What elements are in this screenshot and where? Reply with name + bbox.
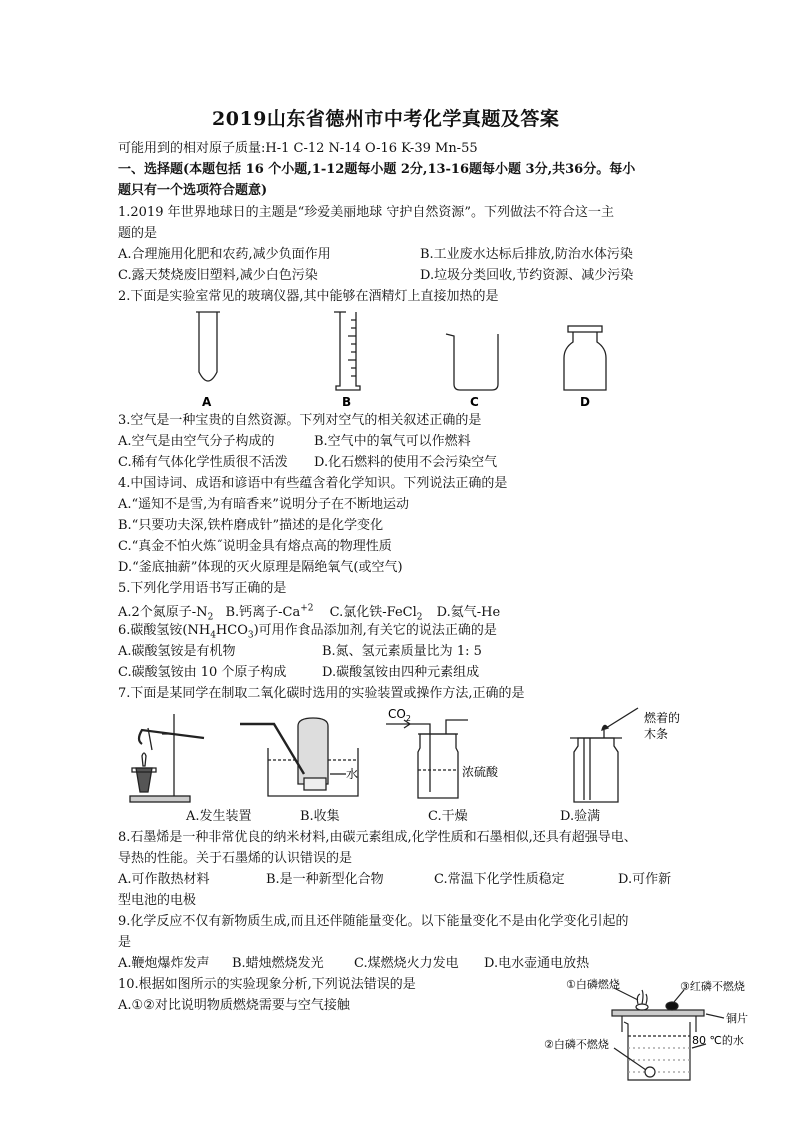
q3-option-a: A.空气是由空气分子构成的: [118, 434, 275, 449]
q9-option-a: A.鞭炮爆炸发声: [118, 956, 210, 971]
section-heading-line2: 题只有一个选项符合题意): [118, 183, 268, 198]
q3-option-c: C.稀有气体化学性质很不活泼: [118, 455, 288, 470]
beaker-icon: [624, 1022, 690, 1080]
q9-option-d: D.电水壶通电放热: [484, 956, 590, 971]
q10-label-water: 80 ℃的水: [692, 1034, 744, 1047]
submerged-phosphorus-icon: [645, 1067, 655, 1077]
q8-stem-line2: 导热的性能。关于石墨烯的认识错误的是: [118, 851, 353, 866]
q7-caption-c: C.干燥: [428, 809, 468, 824]
q10-combustion-figure: [538, 976, 768, 1088]
page-title: 2019山东省德州市中考化学真题及答案: [212, 108, 560, 130]
q2-stem: 2.下面是实验室常见的玻璃仪器,其中能够在酒精灯上直接加热的是: [118, 289, 499, 304]
q9-option-c: C.煤燃烧火力发电: [354, 956, 459, 971]
q9-stem-line1: 9.化学反应不仅有新物质生成,而且还伴随能量变化。以下能量变化不是由化学变化引起的: [118, 914, 629, 929]
q1-option-a: A.合理施用化肥和农药,减少负面作用: [118, 247, 331, 262]
q7-label-wood-2: 木条: [644, 727, 669, 741]
q6-option-b: B.氮、氢元素质量比为 1: 5: [322, 644, 482, 659]
section-heading-line1: 一、选择题(本题包括 16 个小题,1-12题每小题 2分,13-16题每小题 3分,共36分。每小: [118, 162, 636, 177]
q2-label-c: C: [470, 395, 479, 409]
q4-option-a: A.“遥知不是雪,为有暗香来”说明分子在不断地运动: [118, 497, 409, 512]
q3-stem: 3.空气是一种宝贵的自然资源。下列对空气的相关叙述正确的是: [118, 413, 482, 428]
q7-caption-d: D.验满: [560, 809, 601, 824]
q6-option-c: C.碳酸氢铵由 10 个原子构成: [118, 665, 287, 680]
q10-label-3: ③红磷不燃烧: [680, 980, 745, 993]
q2-label-b: B: [342, 395, 352, 409]
q4-stem: 4.中国诗词、成语和谚语中有些蕴含着化学知识。下列说法正确的是: [118, 476, 508, 491]
generation-apparatus-icon: [130, 714, 204, 802]
q1-option-d: D.垃圾分类回收,节约资源、减少污染: [420, 268, 634, 283]
q7-label-acid: 浓硫酸: [462, 765, 499, 779]
q10-label-2: ②白磷不燃烧: [544, 1038, 609, 1051]
q7-label-wood-1: 燃着的: [644, 711, 681, 725]
q4-option-d: D.“釜底抽薪”体现的灭火原理是隔绝氧气(或空气): [118, 560, 403, 575]
q2-glassware-figure: [180, 306, 620, 410]
q7-label-co2: $CO_2$: [388, 707, 411, 723]
q4-option-b: B.“只要功夫深,铁杵磨成针”描述的是化学变化: [118, 518, 384, 533]
q5-stem: 5.下列化学用语书写正确的是: [118, 581, 287, 596]
red-phosphorus-icon: [666, 1002, 678, 1010]
q10-option-a: A.①②对比说明物质燃烧需要与空气接触: [118, 998, 350, 1013]
q3-option-b: B.空气中的氧气可以作燃料: [314, 434, 471, 449]
collection-trough-icon: [240, 718, 358, 796]
q7-label-water: 水: [346, 767, 359, 781]
q8-option-a: A.可作散热材料: [118, 872, 210, 887]
test-tube-icon: [196, 312, 220, 381]
q5-option-c: C.氯化铁-FeCl$_2$: [329, 605, 423, 623]
q7-caption-a: A.发生装置: [186, 809, 252, 824]
beaker-icon: [446, 334, 498, 390]
atomic-mass-line: 可能用到的相对原子质量:H-1 C-12 N-14 O-16 K-39 Mn-55: [118, 141, 478, 156]
q8-stem-line1: 8.石墨烯是一种非常优良的纳米材料,由碳元素组成,化学性质和石墨相似,还具有超强导电、: [118, 830, 637, 845]
q8-option-c: C.常温下化学性质稳定: [434, 872, 565, 887]
q8-option-d-cont: 型电池的电极: [118, 893, 197, 908]
reagent-bottle-icon: [564, 326, 606, 390]
q9-stem-line2: 是: [118, 935, 132, 950]
white-phosphorus-icon: [636, 1004, 648, 1010]
q8-option-d: D.可作新: [618, 872, 672, 887]
q7-apparatus-figure: [118, 704, 688, 808]
drying-bottle-icon: [386, 720, 468, 798]
q5-option-b: B.钙离子$-Ca^{+2}$: [225, 604, 314, 621]
q5-option-d: D.氦气-He: [436, 605, 501, 621]
q9-option-b: B.蜡烛燃烧发光: [232, 956, 324, 971]
q5-option-a: A.2个氮原子$-N_2$: [118, 605, 214, 623]
q1-stem-line1: 1.2019 年世界地球日的主题是“珍爱美丽地球 守护自然资源”。下列做法不符合这一主: [118, 205, 615, 220]
q10-label-1: ①白磷燃烧: [566, 978, 620, 991]
q6-stem: 6.碳酸氢铵$(NH_4HCO_3)$可用作食品添加剂,有关它的说法正确的是: [118, 623, 497, 641]
q7-caption-b: B.收集: [300, 809, 340, 824]
q6-option-d: D.碳酸氢铵由四种元素组成: [322, 665, 480, 680]
graduated-cylinder-icon: [334, 312, 360, 390]
q10-stem: 10.根据如图所示的实验现象分析,下列说法错误的是: [118, 977, 416, 992]
q1-option-c: C.露天焚烧废旧塑料,减少白色污染: [118, 268, 318, 283]
q8-option-b: B.是一种新型化合物: [266, 872, 384, 887]
full-check-bottle-icon: [570, 708, 638, 802]
q10-label-copper: 铜片: [726, 1012, 748, 1025]
q3-option-d: D.化石燃料的使用不会污染空气: [314, 455, 498, 470]
q1-option-b: B.工业废水达标后排放,防治水体污染: [420, 247, 633, 262]
q6-option-a: A.碳酸氢铵是有机物: [118, 644, 236, 659]
copper-plate-icon: [612, 1010, 704, 1016]
q1-stem-line2: 题的是: [118, 226, 158, 241]
q2-label-a: A: [202, 395, 212, 409]
q2-label-d: D: [580, 395, 590, 409]
q7-stem: 7.下面是某同学在制取二氧化碳时选用的实验装置或操作方法,正确的是: [118, 686, 525, 701]
q4-option-c: C.“真金不怕火炼˝说明金具有熔点高的物理性质: [118, 539, 392, 554]
